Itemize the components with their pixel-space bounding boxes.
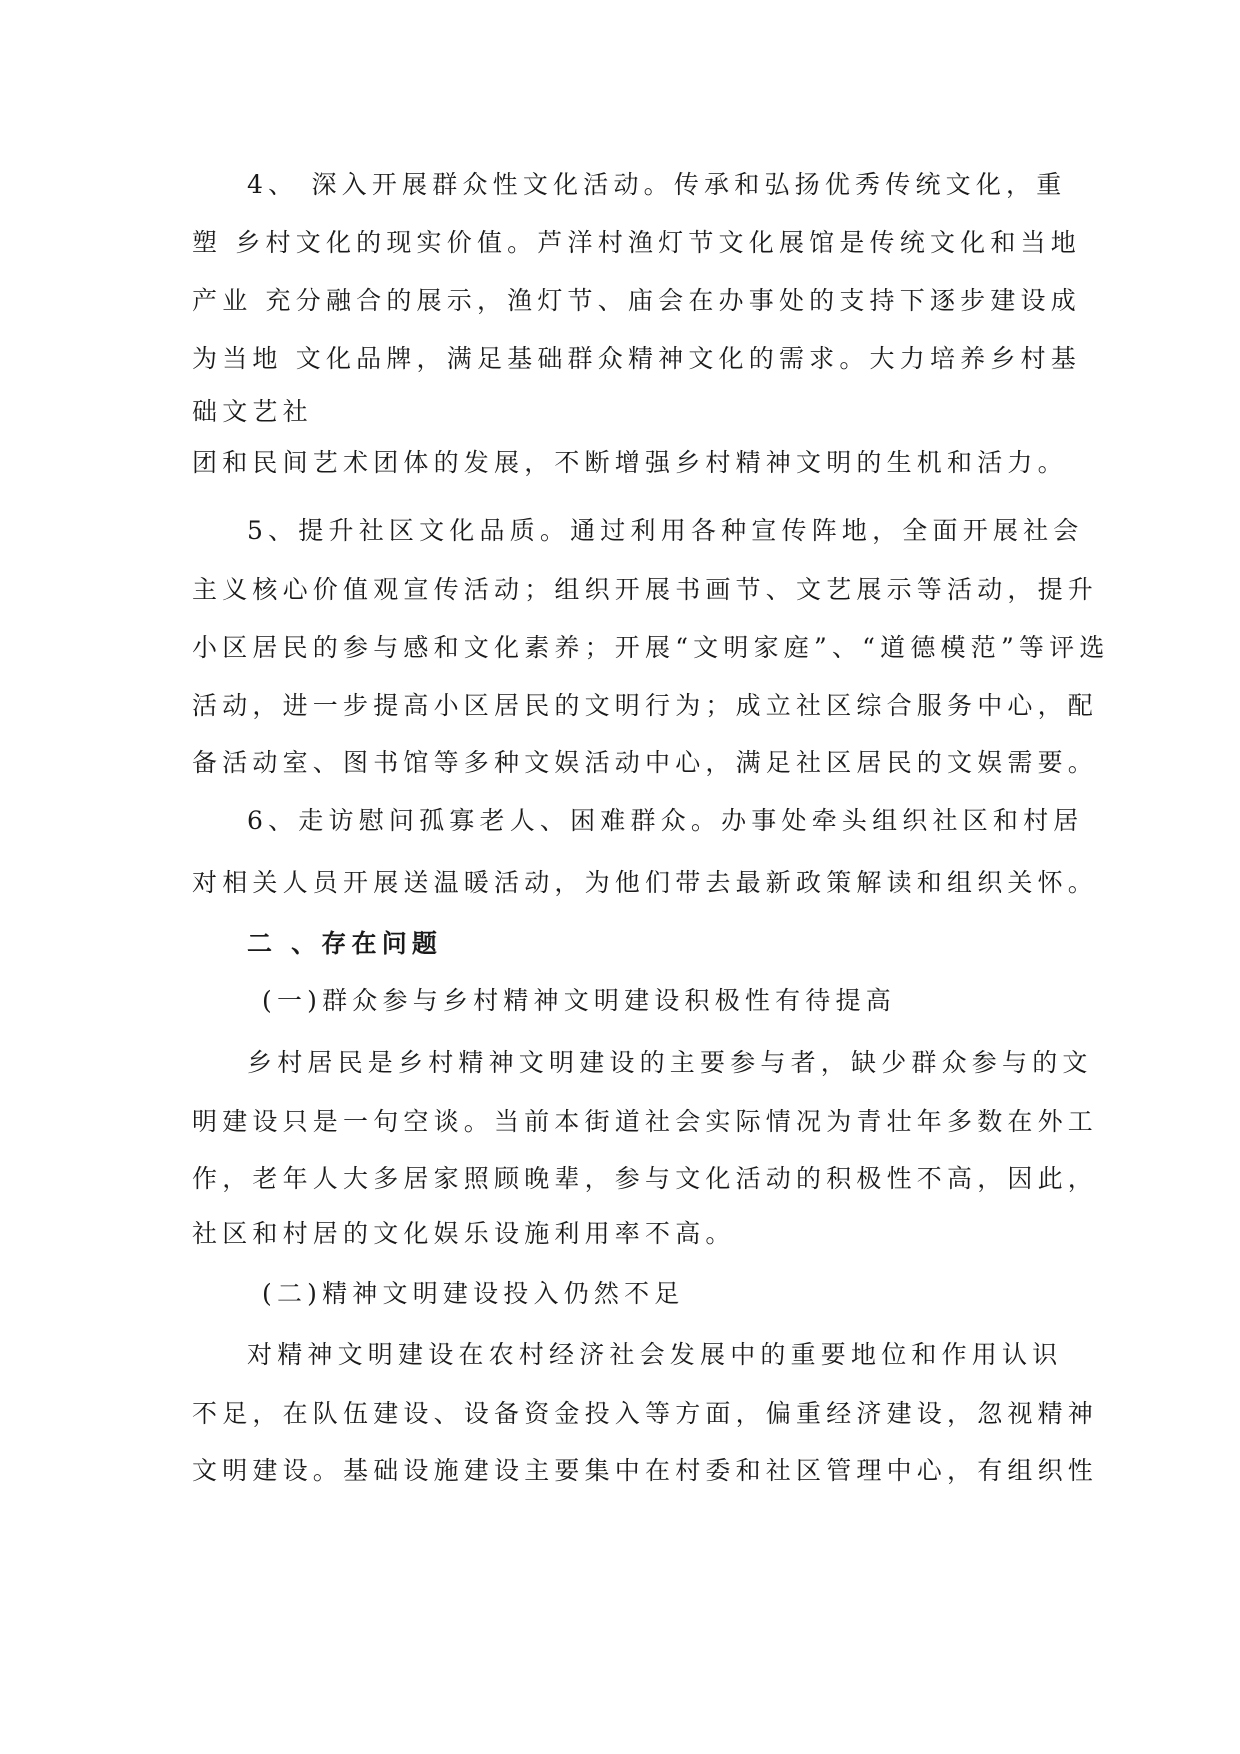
paragraph-5-line-4: 活动，进一步提高小区居民的文明行为；成立社区综合服务中心，配 (192, 691, 1099, 720)
paragraph-7-line-2: 明建设只是一句空谈。当前本街道社会实际情况为青壮年多数在外工 (192, 1107, 1099, 1136)
paragraph-4-line-3: 产业 充分融合的展示，渔灯节、庙会在办事处的支持下逐步建设成 (192, 286, 1081, 315)
paragraph-5-line-5: 备活动室、图书馆等多种文娱活动中心，满足社区居民的文娱需要。 (192, 748, 1099, 777)
subheading-2: (二)精神文明建设投入仍然不足 (262, 1279, 685, 1308)
paragraph-7-line-4: 社区和村居的文化娱乐设施利用率不高。 (192, 1219, 736, 1248)
paragraph-7-line-3: 作，老年人大多居家照顾晚辈，参与文化活动的积极性不高，因此， (192, 1164, 1099, 1193)
paragraph-4-line-6: 团和民间艺术团体的发展，不断增强乡村精神文明的生机和活力。 (192, 448, 1068, 477)
paragraph-8-line-1: 对精神文明建设在农村经济社会发展中的重要地位和作用认识 (247, 1340, 1063, 1369)
subheading-1: (一)群众参与乡村精神文明建设积极性有待提高 (262, 986, 896, 1015)
paragraph-5-line-1: 5、提升社区文化品质。通过利用各种宣传阵地，全面开展社会 (247, 516, 1084, 545)
paragraph-8-line-3: 文明建设。基础设施建设主要集中在村委和社区管理中心，有组织性 (192, 1456, 1099, 1485)
paragraph-4-line-4: 为当地 文化品牌，满足基础群众精神文化的需求。大力培养乡村基 (192, 344, 1081, 373)
paragraph-7-line-1: 乡村居民是乡村精神文明建设的主要参与者，缺少群众参与的文 (247, 1048, 1093, 1077)
paragraph-6-line-2: 对相关人员开展送温暖活动，为他们带去最新政策解读和组织关怀。 (192, 868, 1099, 897)
paragraph-4-line-1: 4、 深入开展群众性文化活动。传承和弘扬优秀传统文化，重 (247, 170, 1067, 199)
section-heading: 二 、存在问题 (247, 929, 443, 958)
paragraph-5-line-3: 小区居民的参与感和文化素养；开展“文明家庭”、“道德模范”等评选 (192, 633, 1110, 662)
paragraph-4-line-5: 础文艺社 (192, 397, 313, 426)
paragraph-5-line-2: 主义核心价值观宣传活动；组织开展书画节、文艺展示等活动，提升 (192, 575, 1099, 604)
paragraph-6-line-1: 6、走访慰问孤寡老人、困难群众。办事处牵头组织社区和村居 (247, 806, 1084, 835)
paragraph-8-line-2: 不足，在队伍建设、设备资金投入等方面，偏重经济建设，忽视精神 (192, 1399, 1099, 1428)
paragraph-4-line-2: 塑 乡村文化的现实价值。芦洋村渔灯节文化展馆是传统文化和当地 (192, 228, 1081, 257)
